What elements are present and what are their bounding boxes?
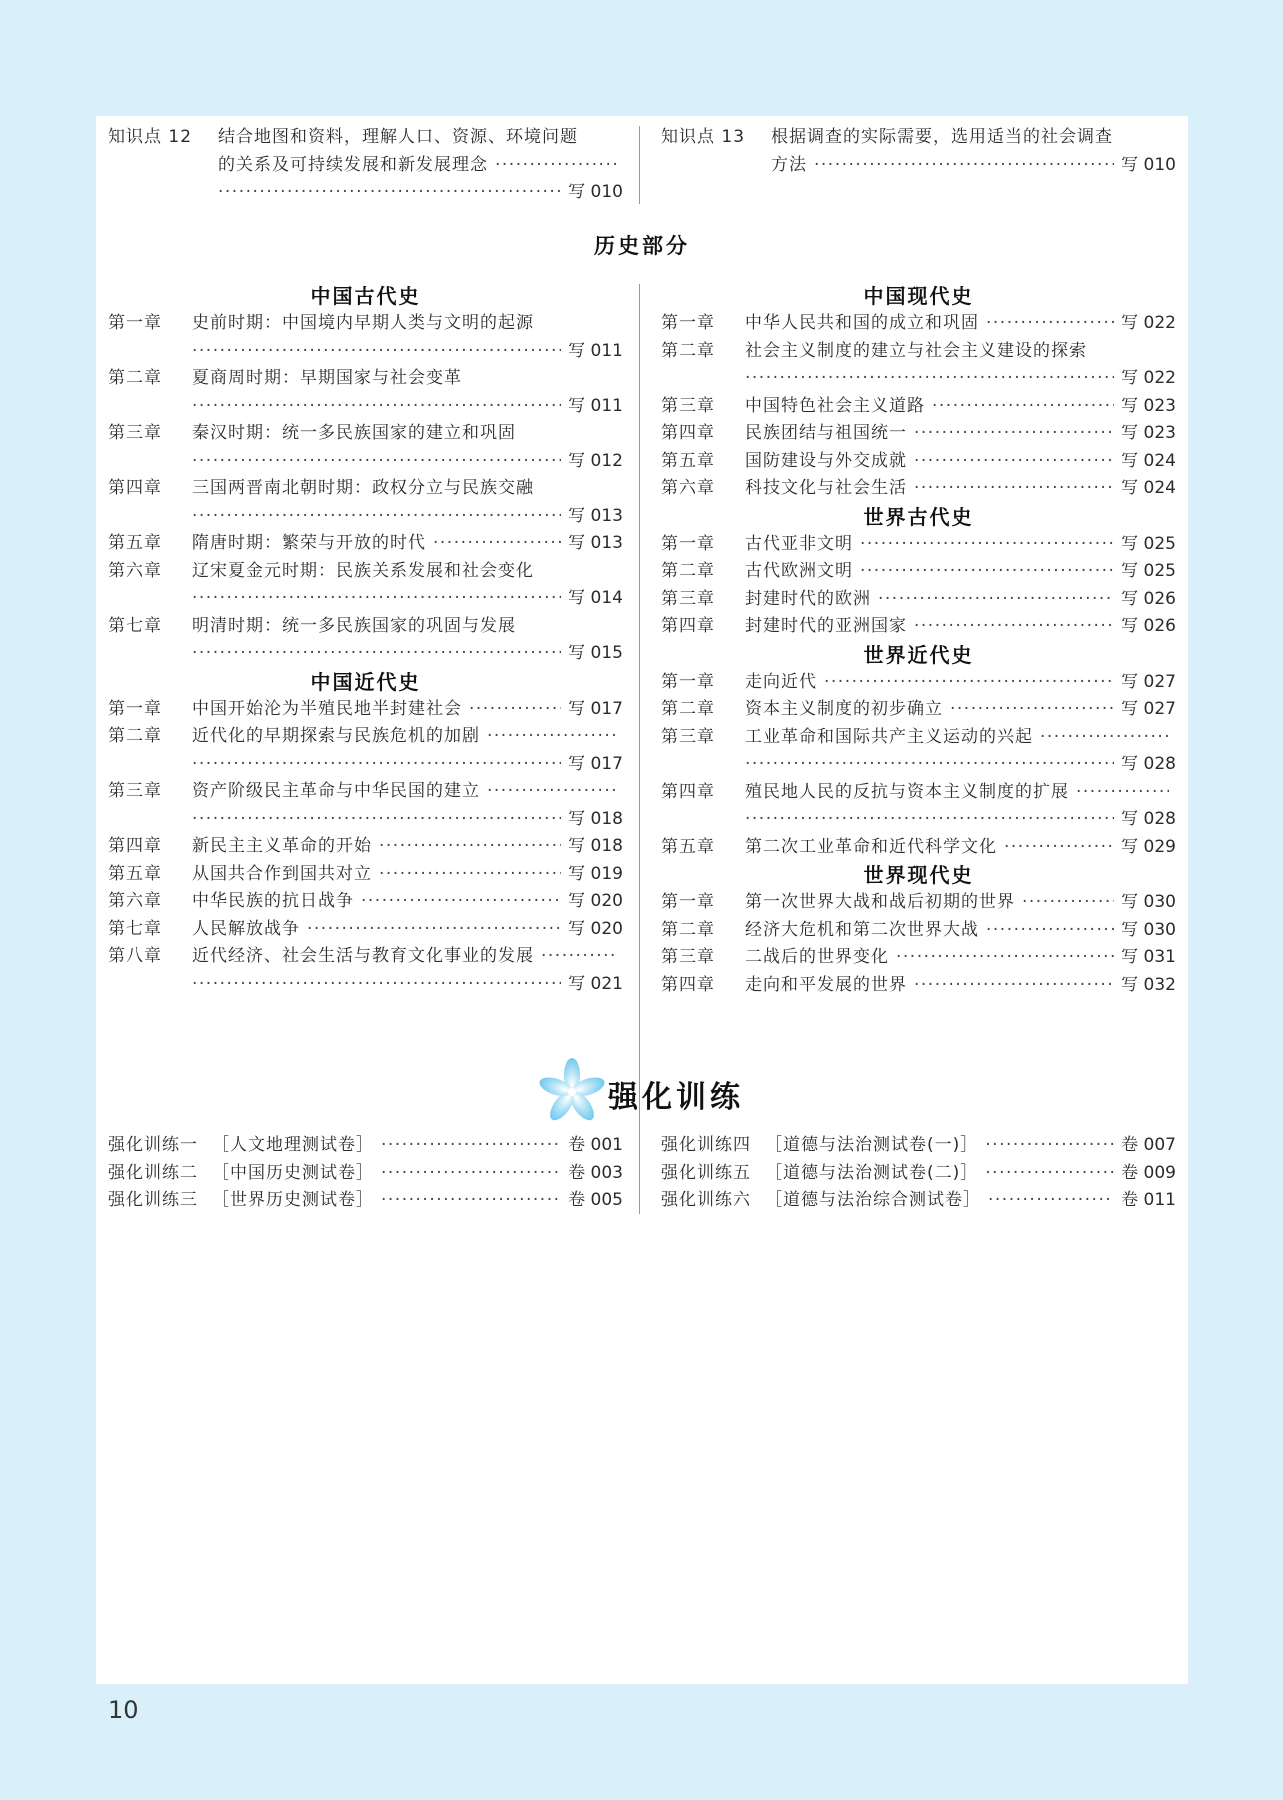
section-heading-world-ancient: 世界古代史	[863, 504, 974, 529]
chapter-label: 第四章	[661, 616, 715, 636]
chapter-entry[interactable]	[661, 917, 1176, 945]
section-heading-china-ancient: 中国古代史	[310, 284, 421, 308]
chapter-entry[interactable]	[108, 861, 623, 889]
chapter-label: 第三章	[108, 781, 162, 801]
chapter-label: 第一章	[108, 313, 162, 333]
training-page: 卷 003	[568, 1162, 623, 1183]
chapter-page: 写 019	[568, 863, 623, 884]
chapter-title: 古代亚非文明	[745, 533, 853, 554]
chapter-label: 第四章	[108, 478, 162, 498]
knowledge-point-12	[108, 124, 623, 207]
section-heading-china-modern: 中国近代史	[310, 669, 421, 694]
chapter-entry[interactable]	[108, 723, 623, 751]
kp-page: 写 010	[568, 182, 623, 202]
chapter-entry[interactable]	[108, 475, 623, 503]
dot-leader	[932, 393, 1114, 420]
chapter-page: 写 011	[568, 395, 623, 416]
dot-leader	[988, 1187, 1114, 1214]
chapter-title: 中国特色社会主义道路	[745, 395, 925, 416]
dot-leader	[487, 723, 616, 750]
dot-leader	[192, 640, 561, 667]
chapter-title: 三国两晋南北朝时期：政权分立与民族交融	[192, 478, 534, 498]
dot-leader	[381, 1132, 561, 1159]
dot-leader	[192, 971, 561, 998]
chapter-entry[interactable]	[661, 310, 1176, 338]
dot-leader	[986, 917, 1114, 944]
dot-leader	[745, 365, 1114, 392]
chapter-label: 第七章	[108, 918, 162, 939]
chapter-label: 第七章	[108, 615, 162, 636]
section-heading-world-modern: 世界近代史	[863, 642, 974, 667]
chapter-entry[interactable]	[661, 696, 1176, 724]
chapter-page: 写 030	[1121, 892, 1176, 912]
dot-leader	[985, 1160, 1114, 1187]
history-section-title: 历史部分	[594, 234, 690, 258]
dot-leader	[860, 558, 1114, 585]
training-page: 卷 011	[1121, 1190, 1176, 1210]
chapter-page: 写 020	[568, 918, 623, 939]
dot-leader	[878, 586, 1114, 613]
kp-label: 知识点 12	[108, 127, 193, 147]
page-number: 10	[108, 1696, 139, 1724]
chapter-entry[interactable]	[661, 724, 1176, 752]
dot-leader	[541, 943, 616, 970]
training-page: 卷 005	[568, 1190, 623, 1210]
training-label: 强化训练一	[108, 1135, 198, 1155]
dot-leader	[824, 669, 1114, 696]
training-entry[interactable]	[661, 1187, 1176, 1215]
chapter-page: 写 026	[1121, 616, 1176, 636]
chapter-entry[interactable]	[661, 558, 1176, 586]
chapter-label: 第三章	[661, 726, 715, 747]
chapter-label: 第八章	[108, 946, 162, 966]
chapter-title: 走向和平发展的世界	[745, 974, 907, 995]
chapter-entry[interactable]	[661, 972, 1176, 1000]
training-entry[interactable]	[108, 1132, 623, 1160]
chapter-page: 写 027	[1121, 671, 1176, 692]
dot-leader	[192, 503, 561, 530]
chapter-entry[interactable]	[108, 833, 623, 861]
training-label: 强化训练二	[108, 1162, 198, 1183]
chapter-label: 第六章	[108, 560, 162, 581]
chapter-page: 写 017	[568, 698, 623, 719]
chapter-label: 第一章	[108, 698, 162, 719]
chapter-title: 辽宋夏金元时期：民族关系发展和社会变化	[192, 560, 534, 581]
chapter-label: 第二章	[661, 340, 715, 361]
chapter-title: 中国开始沦为半殖民地半封建社会	[192, 698, 462, 719]
chapter-label: 第三章	[661, 588, 715, 609]
kp-title-line: 的关系及可持续发展和新发展理念	[218, 154, 488, 175]
section-heading-world-contemporary: 世界现代史	[863, 863, 974, 887]
dot-leader	[433, 530, 561, 557]
history-right-column	[661, 282, 1176, 999]
chapter-page: 写 013	[568, 505, 623, 526]
chapter-label: 第三章	[108, 423, 162, 443]
chapter-label: 第二章	[661, 561, 715, 581]
chapter-page: 写 026	[1121, 588, 1176, 609]
chapter-title: 明清时期：统一多民族国家的巩固与发展	[192, 615, 516, 636]
dot-leader	[950, 696, 1114, 723]
chapter-entry[interactable]	[108, 558, 623, 586]
dot-leader	[381, 1160, 561, 1187]
chapter-page: 写 013	[568, 533, 623, 553]
dot-leader	[495, 152, 616, 179]
chapter-page: 写 024	[1121, 478, 1176, 498]
dot-leader	[1040, 724, 1169, 751]
chapter-title: 中华民族的抗日战争	[192, 891, 354, 911]
dot-leader	[192, 338, 561, 365]
chapter-entry[interactable]	[661, 944, 1176, 972]
chapter-label: 第六章	[661, 478, 715, 498]
chapter-title: 科技文化与社会生活	[745, 478, 907, 498]
dot-leader	[896, 944, 1114, 971]
chapter-title: 新民主主义革命的开始	[192, 836, 372, 856]
chapter-entry[interactable]	[661, 338, 1176, 366]
kp-title-line: 根据调查的实际需要，选用适当的社会调查	[771, 127, 1113, 147]
training-item-title: ［人文地理测试卷］	[212, 1135, 374, 1155]
training-item-title: ［道德与法治综合测试卷］	[765, 1190, 981, 1210]
chapter-entry[interactable]	[661, 393, 1176, 421]
column-divider	[639, 126, 640, 204]
chapter-label: 第一章	[661, 313, 715, 333]
chapter-title: 资产阶级民主革命与中华民国的建立	[192, 781, 480, 801]
column-divider	[639, 284, 640, 1140]
chapter-label: 第三章	[661, 395, 715, 416]
dot-leader	[469, 696, 561, 723]
chapter-title: 封建时代的亚洲国家	[745, 616, 907, 636]
chapter-page: 写 023	[1121, 395, 1176, 416]
chapter-label: 第一章	[661, 671, 715, 692]
chapter-page: 写 032	[1121, 974, 1176, 995]
chapter-entry[interactable]	[661, 779, 1176, 807]
chapter-entry[interactable]	[108, 530, 623, 558]
dot-leader	[361, 888, 561, 915]
dot-leader	[1004, 834, 1114, 861]
chapter-entry[interactable]	[661, 586, 1176, 614]
chapter-title: 从国共合作到国共对立	[192, 863, 372, 884]
training-title: 强化训练	[608, 1080, 744, 1115]
chapter-entry[interactable]	[108, 696, 623, 724]
dot-leader	[192, 585, 561, 612]
chapter-title: 殖民地人民的反抗与资本主义制度的扩展	[745, 781, 1069, 802]
column-divider	[639, 1134, 640, 1214]
training-page: 卷 007	[1121, 1135, 1176, 1155]
training-page: 卷 009	[1121, 1162, 1176, 1183]
kp-title-line: 结合地图和资料，理解人口、资源、环境问题	[218, 127, 578, 147]
training-item-title: ［中国历史测试卷］	[212, 1162, 374, 1183]
training-entry[interactable]	[661, 1160, 1176, 1188]
dot-leader	[814, 152, 1114, 179]
dot-leader	[192, 448, 561, 475]
chapter-page: 写 015	[568, 643, 623, 663]
chapter-title: 社会主义制度的建立与社会主义建设的探索	[745, 340, 1087, 361]
dot-leader	[192, 393, 561, 420]
chapter-title: 封建时代的欧洲	[745, 588, 871, 609]
chapter-title: 中华人民共和国的成立和巩固	[745, 313, 979, 333]
chapter-entry[interactable]	[661, 834, 1176, 862]
dot-leader	[379, 833, 561, 860]
dot-leader	[1022, 889, 1114, 916]
dot-leader	[914, 448, 1114, 475]
flower-icon	[536, 1056, 608, 1126]
chapter-label: 第五章	[108, 863, 162, 884]
chapter-label: 第三章	[661, 947, 715, 967]
training-label: 强化训练三	[108, 1190, 198, 1210]
chapter-title: 夏商周时期：早期国家与社会变革	[192, 368, 462, 388]
chapter-label: 第四章	[661, 423, 715, 443]
chapter-title: 近代经济、社会生活与教育文化事业的发展	[192, 946, 534, 966]
dot-leader	[218, 179, 561, 206]
chapter-entry[interactable]	[108, 310, 623, 338]
training-entry[interactable]	[108, 1160, 623, 1188]
kp-title-line: 方法	[771, 154, 807, 175]
chapter-page: 写 011	[568, 340, 623, 361]
chapter-page: 写 018	[568, 836, 623, 856]
chapter-title: 第一次世界大战和战后初期的世界	[745, 892, 1015, 912]
chapter-label: 第四章	[108, 836, 162, 856]
training-label: 强化训练五	[661, 1162, 751, 1183]
chapter-title: 国防建设与外交成就	[745, 450, 907, 471]
dot-leader	[192, 806, 561, 833]
chapter-title: 人民解放战争	[192, 918, 300, 939]
training-right-column	[661, 1132, 1176, 1215]
dot-leader	[379, 861, 561, 888]
chapter-title: 二战后的世界变化	[745, 947, 889, 967]
training-item-title: ［世界历史测试卷］	[212, 1190, 374, 1210]
dot-leader	[1076, 779, 1169, 806]
training-page: 卷 001	[568, 1135, 623, 1155]
chapter-title: 经济大危机和第二次世界大战	[745, 919, 979, 940]
chapter-entry[interactable]	[108, 943, 623, 971]
chapter-page: 写 025	[1121, 561, 1176, 581]
chapter-entry[interactable]	[108, 888, 623, 916]
chapter-entry[interactable]	[108, 613, 623, 641]
training-entry[interactable]	[661, 1132, 1176, 1160]
chapter-page: 写 022	[1121, 313, 1176, 333]
dot-leader	[914, 972, 1114, 999]
kp-label: 知识点 13	[661, 127, 746, 147]
toc-page	[96, 116, 1188, 1684]
chapter-entry[interactable]	[108, 916, 623, 944]
chapter-label: 第四章	[661, 974, 715, 995]
chapter-entry[interactable]	[108, 420, 623, 448]
chapter-title: 古代欧洲文明	[745, 561, 853, 581]
chapter-page: 写 027	[1121, 699, 1176, 719]
chapter-page: 写 014	[568, 588, 623, 608]
chapter-page: 写 028	[1121, 809, 1176, 829]
chapter-title: 秦汉时期：统一多民族国家的建立和巩固	[192, 423, 516, 443]
chapter-entry[interactable]	[661, 889, 1176, 917]
dot-leader	[860, 531, 1114, 558]
chapter-page: 写 030	[1121, 919, 1176, 940]
training-entry[interactable]	[108, 1187, 623, 1215]
dot-leader	[745, 751, 1114, 778]
history-left-column	[108, 282, 623, 998]
chapter-entry[interactable]	[661, 448, 1176, 476]
chapter-title: 第二次工业革命和近代科学文化	[745, 836, 997, 857]
dot-leader	[192, 751, 561, 778]
chapter-entry[interactable]	[661, 613, 1176, 641]
section-heading-china-contemporary: 中国现代史	[863, 284, 974, 308]
chapter-page: 写 022	[1121, 368, 1176, 388]
chapter-page: 写 017	[568, 753, 623, 774]
dot-leader	[914, 420, 1114, 447]
chapter-label: 第五章	[661, 836, 715, 857]
chapter-page: 写 031	[1121, 947, 1176, 967]
dot-leader	[986, 310, 1114, 337]
chapter-entry[interactable]	[661, 669, 1176, 697]
chapter-entry[interactable]	[661, 475, 1176, 503]
chapter-title: 史前时期：中国境内早期人类与文明的起源	[192, 313, 534, 333]
chapter-label: 第四章	[661, 781, 715, 802]
chapter-page: 写 012	[568, 450, 623, 471]
chapter-page: 写 029	[1121, 836, 1176, 857]
chapter-label: 第一章	[661, 892, 715, 912]
chapter-entry[interactable]	[661, 420, 1176, 448]
dot-leader	[381, 1187, 561, 1214]
chapter-entry[interactable]	[108, 365, 623, 393]
chapter-page: 写 023	[1121, 423, 1176, 443]
chapter-title: 资本主义制度的初步确立	[745, 699, 943, 719]
chapter-title: 隋唐时期：繁荣与开放的时代	[192, 533, 426, 553]
dot-leader	[745, 806, 1114, 833]
chapter-label: 第五章	[108, 533, 162, 553]
training-item-title: ［道德与法治测试卷(一)］	[765, 1135, 979, 1155]
chapter-title: 近代化的早期探索与民族危机的加剧	[192, 726, 480, 746]
training-heading	[536, 1056, 776, 1126]
chapter-entry[interactable]	[108, 778, 623, 806]
chapter-label: 第五章	[661, 450, 715, 471]
dot-leader	[914, 613, 1114, 640]
dot-leader	[487, 778, 616, 805]
chapter-page: 写 018	[568, 808, 623, 829]
dot-leader	[307, 916, 561, 943]
chapter-label: 第一章	[661, 533, 715, 554]
chapter-page: 写 028	[1121, 754, 1176, 774]
chapter-entry[interactable]	[661, 531, 1176, 559]
kp-page: 写 010	[1121, 154, 1176, 175]
training-left-column	[108, 1132, 623, 1215]
training-label: 强化训练六	[661, 1190, 751, 1210]
chapter-page: 写 020	[568, 891, 623, 911]
chapter-page: 写 021	[568, 973, 623, 994]
training-item-title: ［道德与法治测试卷(二)］	[765, 1162, 979, 1183]
chapter-label: 第二章	[661, 699, 715, 719]
chapter-label: 第二章	[661, 919, 715, 940]
chapter-label: 第六章	[108, 891, 162, 911]
knowledge-point-13	[661, 124, 1176, 179]
chapter-label: 第二章	[108, 726, 162, 746]
dot-leader	[985, 1132, 1114, 1159]
chapter-title: 走向近代	[745, 671, 817, 692]
chapter-label: 第二章	[108, 368, 162, 388]
chapter-page: 写 024	[1121, 450, 1176, 471]
training-label: 强化训练四	[661, 1135, 751, 1155]
dot-leader	[914, 475, 1114, 502]
chapter-title: 民族团结与祖国统一	[745, 423, 907, 443]
chapter-title: 工业革命和国际共产主义运动的兴起	[745, 726, 1033, 747]
chapter-page: 写 025	[1121, 533, 1176, 554]
